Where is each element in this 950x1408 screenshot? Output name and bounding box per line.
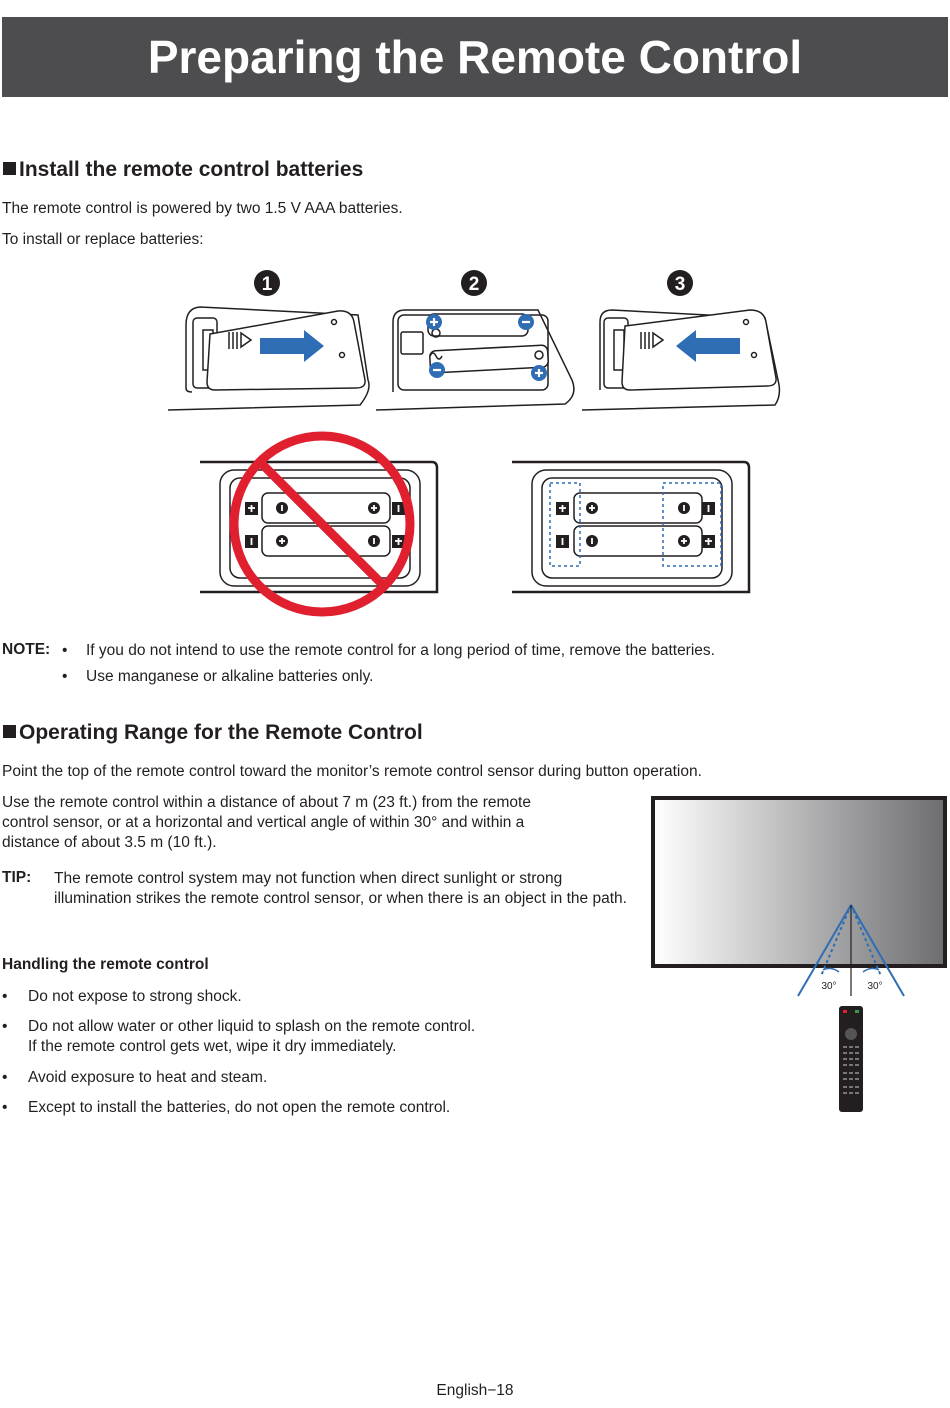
tip-text: The remote control system may not function when direct sunlight or strong illumination strikes the remote control sensor, or when there is an object in the path.	[54, 870, 627, 907]
handling-item-text: Except to install the batteries, do not open the remote control.	[28, 1099, 451, 1116]
wrong-battery-illustration	[200, 436, 437, 612]
page-title: Preparing the Remote Control	[147, 31, 803, 83]
correct-battery-illustration	[512, 462, 749, 592]
note-label: NOTE:	[2, 641, 51, 658]
handling-item: • Do not expose to strong shock.	[2, 988, 242, 1005]
note-list	[62, 641, 715, 693]
angle-left-label: 30°	[821, 981, 837, 992]
page-number: English−18	[436, 1382, 514, 1399]
angle-right-label: 30°	[867, 981, 883, 992]
handling-heading: Handling the remote control	[2, 956, 209, 973]
handling-item-text: Do not expose to strong shock.	[28, 988, 242, 1005]
range-intro: Point the top of the remote control toward the monitor’s remote control sensor during button operation.	[2, 763, 702, 780]
handling-item: • Except to install the batteries, do not open the remote control.	[2, 1099, 451, 1116]
range-heading-text: Operating Range for the Remote Control	[19, 721, 423, 744]
step-3-badge	[667, 270, 693, 296]
step-3-number: 3	[674, 274, 686, 295]
step-2-badge	[461, 270, 487, 296]
range-distance-line-1: Use the remote control within a distance of about 7 m (23 ft.) from the remote	[2, 794, 531, 811]
install-instruction: To install or replace batteries:	[2, 231, 204, 248]
remote-control-icon	[839, 1006, 863, 1112]
step-1-badge	[254, 270, 280, 296]
range-distance-line-3: distance of about 3.5 m (10 ft.).	[2, 834, 217, 851]
monitor-screen	[655, 800, 943, 964]
step-2-number: 2	[468, 274, 480, 295]
step-3-illustration	[582, 310, 779, 410]
range-illustration	[645, 790, 950, 1120]
square-bullet-icon	[3, 725, 16, 738]
note-item: • If you do not intend to use the remote control for a long period of time, remove the batteries.	[62, 642, 715, 659]
note-item-text: If you do not intend to use the remote control for a long period of time, remove the batteries.	[86, 642, 715, 659]
step-1-illustration	[168, 307, 369, 410]
handling-item-text: Avoid exposure to heat and steam.	[28, 1069, 268, 1086]
handling-item: • Do not allow water or other liquid to splash on the remote control. If the remote control gets wet, wipe it dry immediately.	[2, 1018, 476, 1055]
handling-item-continuation: If the remote control gets wet, wipe it dry immediately.	[28, 1038, 397, 1055]
handling-item: • Avoid exposure to heat and steam.	[2, 1069, 268, 1086]
step-1-number: 1	[261, 274, 273, 295]
note-item-text: Use manganese or alkaline batteries only.	[86, 668, 374, 685]
range-distance-line-2: control sensor, or at a horizontal and vertical angle of within 30° and within a	[2, 814, 525, 831]
tip-label: TIP:	[2, 869, 32, 886]
battery-diagrams	[0, 0, 950, 630]
note-item: • Use manganese or alkaline batteries only.	[62, 668, 374, 685]
install-heading-text: Install the remote control batteries	[19, 158, 364, 181]
range-heading	[3, 721, 423, 745]
install-intro: The remote control is powered by two 1.5 V AAA batteries.	[2, 200, 403, 217]
handling-item-text: Do not allow water or other liquid to splash on the remote control.	[28, 1018, 476, 1035]
step-2-illustration	[376, 310, 574, 410]
